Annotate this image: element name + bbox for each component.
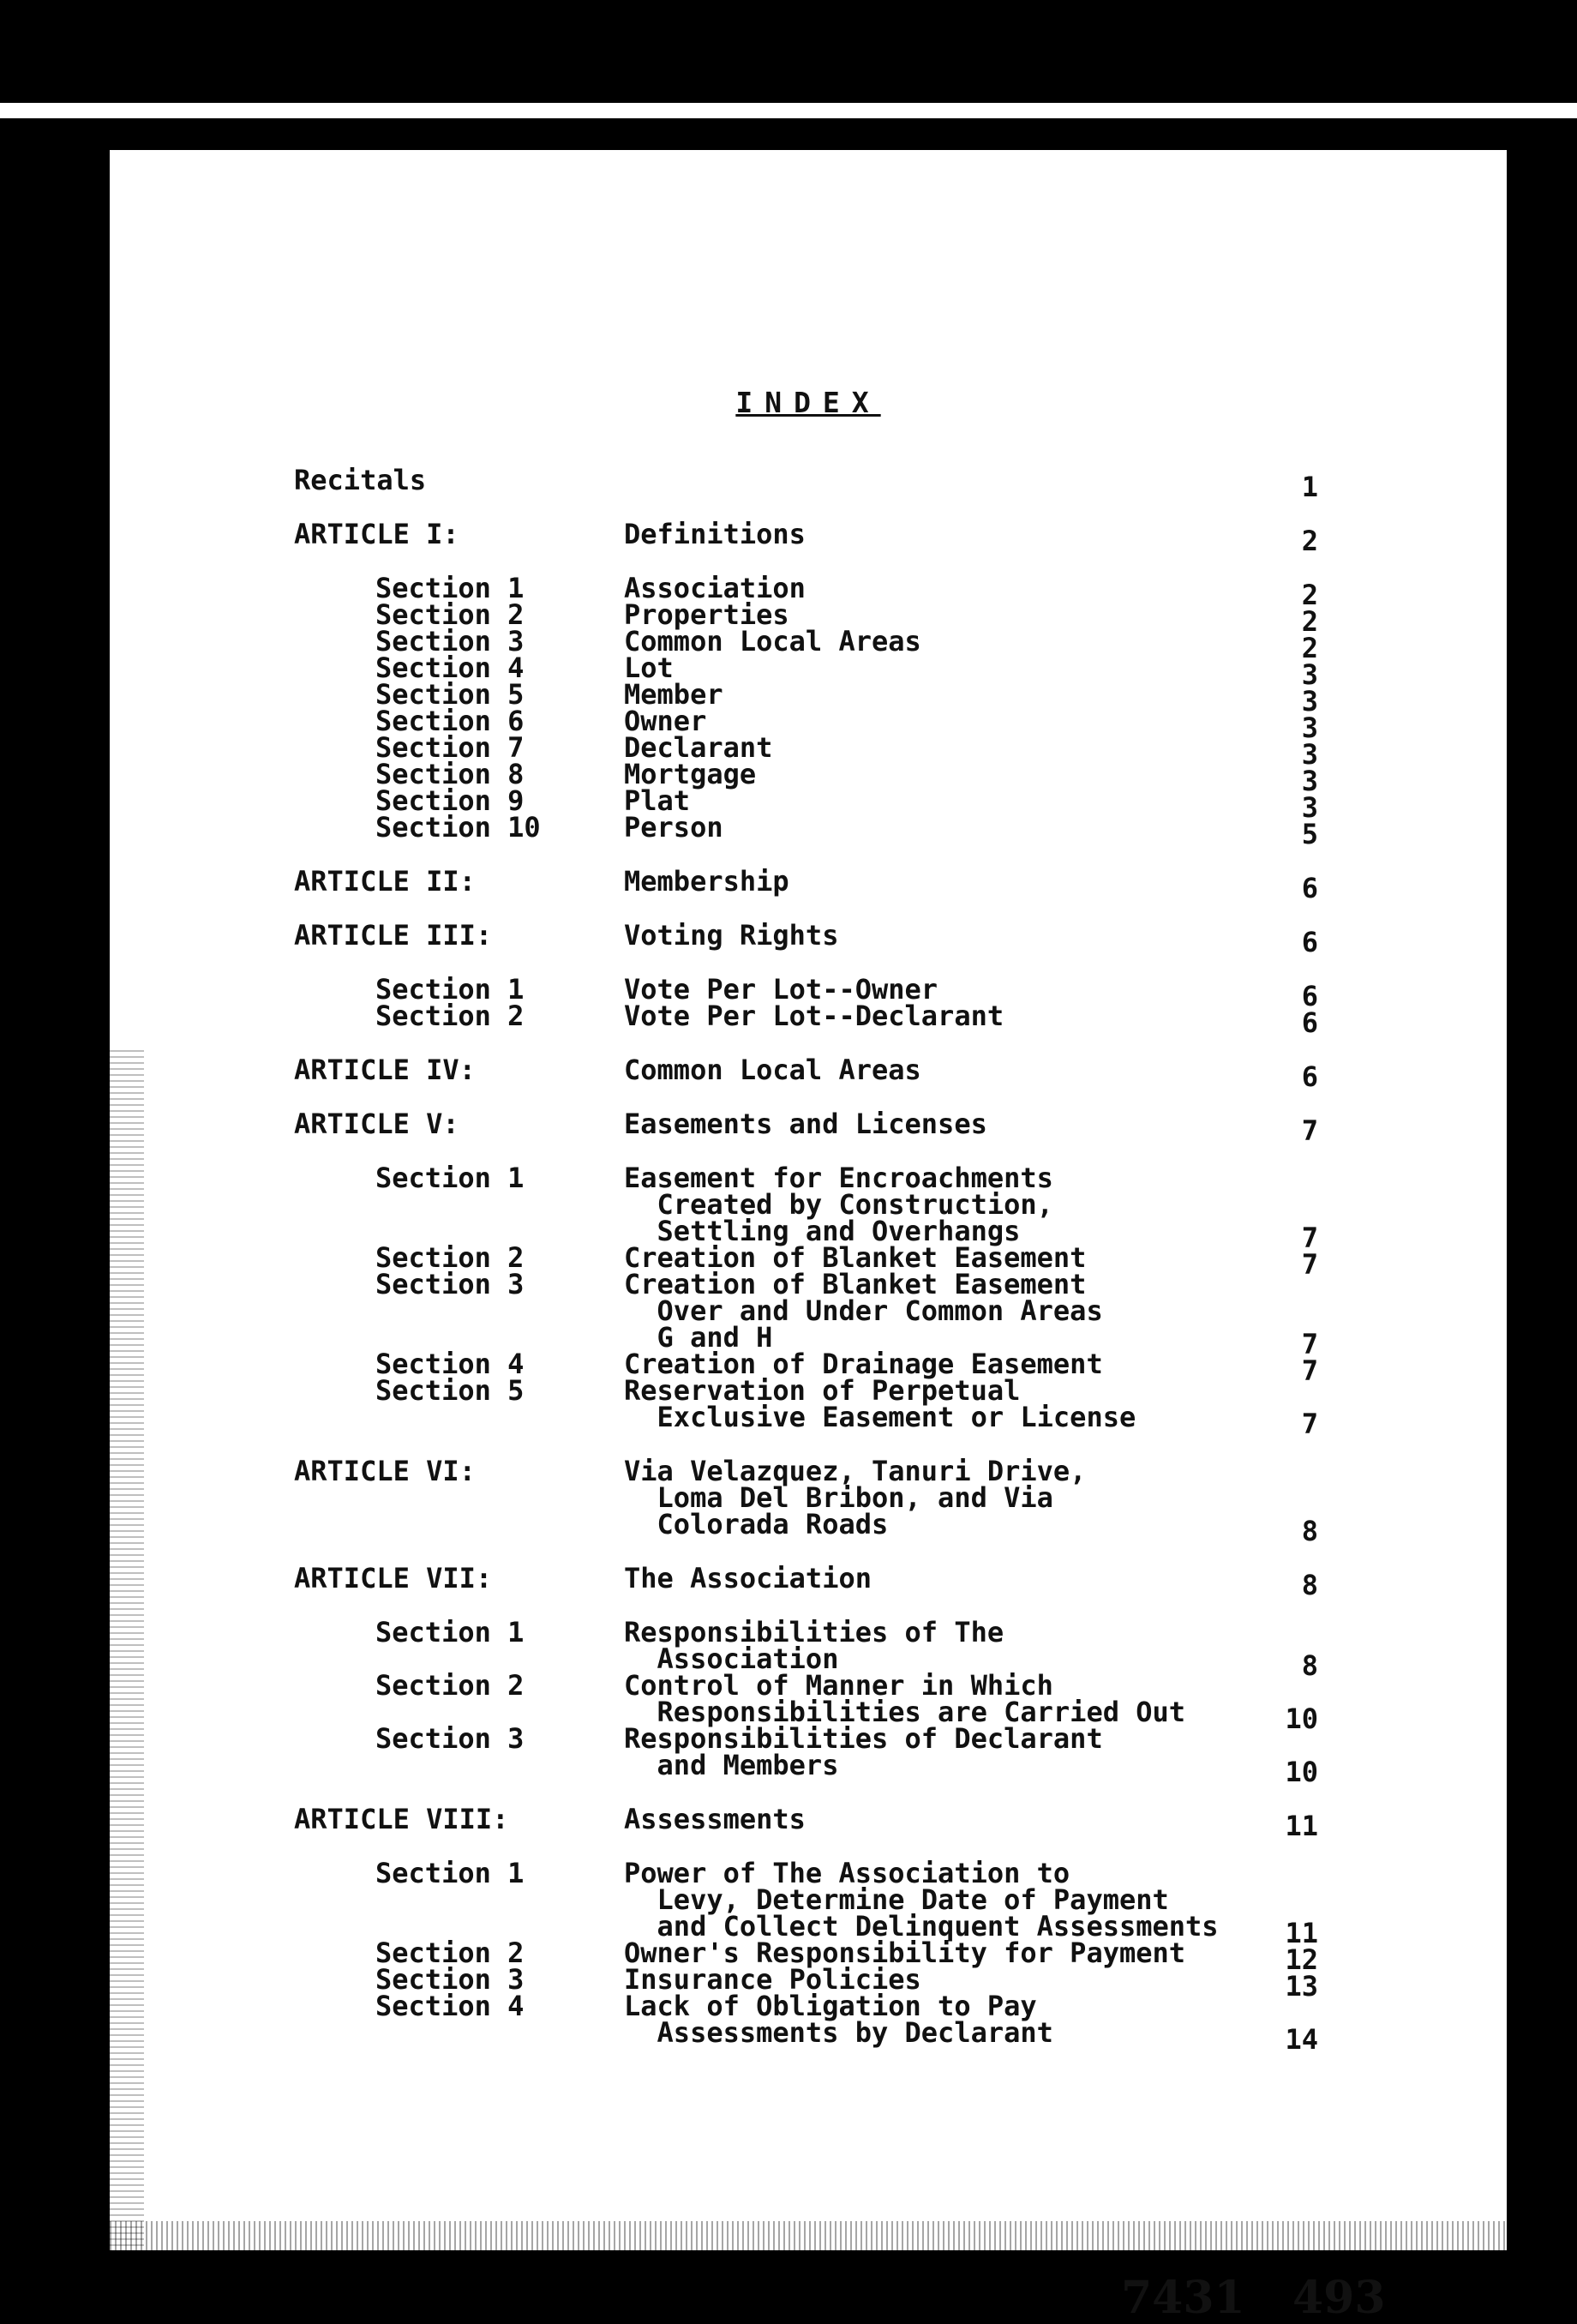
entry-title-line: Responsibilities of Declarant xyxy=(624,1722,1103,1755)
entry-title-line: Owner's Responsibility for Payment xyxy=(624,1937,1186,1969)
entry-page-number: 7 xyxy=(1301,1248,1318,1281)
entry-title-line: Owner xyxy=(624,705,707,737)
entry-page-number: 11 xyxy=(1285,1917,1318,1949)
entry-title-line: Easements and Licenses xyxy=(624,1108,987,1140)
index-section-row xyxy=(110,1374,1507,1440)
section-label: Section 4 xyxy=(375,652,525,684)
entry-page-number: 3 xyxy=(1301,658,1318,691)
entry-title-line: Levy, Determine Date of Payment xyxy=(624,1883,1169,1916)
index-section-row xyxy=(110,811,1507,850)
entry-page-number: 14 xyxy=(1285,2023,1318,2056)
section-label: Section 5 xyxy=(375,678,525,711)
entry-page-number: 7 xyxy=(1301,1222,1318,1254)
entry-page-number: 10 xyxy=(1285,1756,1318,1788)
index-section-row xyxy=(110,1162,1507,1254)
entry-page-number: 6 xyxy=(1301,1006,1318,1039)
index-entries xyxy=(110,150,1507,2250)
entry-title-line: Assessments by Declarant xyxy=(624,2016,1053,2049)
entry-page-number: 7 xyxy=(1301,1328,1318,1360)
index-article-row xyxy=(110,1054,1507,1093)
entry-page-number: 5 xyxy=(1301,818,1318,850)
entry-title-line: Exclusive Easement or License xyxy=(624,1401,1136,1433)
article-label: ARTICLE VIII: xyxy=(294,1803,509,1835)
entry-title-line: Vote Per Lot--Declarant xyxy=(624,1000,1004,1032)
index-section-row xyxy=(110,1722,1507,1788)
entry-page-number: 2 xyxy=(1301,525,1318,557)
index-section-row xyxy=(110,1616,1507,1682)
entry-title-line: Common Local Areas xyxy=(624,625,921,658)
entry-title-line: Person xyxy=(624,811,723,844)
entry-title-line: Loma Del Bribon, and Via xyxy=(624,1481,1053,1514)
index-article-row xyxy=(110,1803,1507,1842)
article-label: Recitals xyxy=(294,464,427,496)
entry-page-number: 8 xyxy=(1301,1569,1318,1601)
entry-title-line: Association xyxy=(624,1642,839,1675)
entry-page-number: 6 xyxy=(1301,872,1318,904)
entry-title-line: Easement for Encroachments xyxy=(624,1162,1053,1194)
section-label: Section 2 xyxy=(375,1241,525,1274)
section-label: Section 2 xyxy=(375,1669,525,1702)
entry-title-line: Colorada Roads xyxy=(624,1508,889,1540)
section-label: Section 2 xyxy=(375,598,525,631)
entry-page-number: 6 xyxy=(1301,926,1318,958)
entry-title-line: Membership xyxy=(624,865,789,898)
index-section-row xyxy=(110,1669,1507,1735)
entry-page-number: 10 xyxy=(1285,1702,1318,1735)
entry-title-line: Common Local Areas xyxy=(624,1054,921,1086)
entry-title-line: Insurance Policies xyxy=(624,1963,921,1996)
index-section-row xyxy=(110,731,1507,771)
entry-page-number: 13 xyxy=(1285,1970,1318,2003)
entry-page-number: 8 xyxy=(1301,1515,1318,1547)
entry-page-number: 12 xyxy=(1285,1943,1318,1976)
index-article-row xyxy=(110,1108,1507,1147)
scan-top-band xyxy=(0,103,1577,118)
entry-title-line: Association xyxy=(624,572,806,604)
entry-title-line: Responsibilities of The xyxy=(624,1616,1004,1648)
entry-title-line: Plat xyxy=(624,784,691,817)
section-label: Section 10 xyxy=(375,811,541,844)
index-section-row xyxy=(110,784,1507,824)
section-label: Section 9 xyxy=(375,784,525,817)
entry-page-number: 7 xyxy=(1301,1114,1318,1147)
section-label: Section 1 xyxy=(375,572,525,604)
document-page xyxy=(110,150,1507,2324)
entry-page-number: 3 xyxy=(1301,765,1318,797)
index-title: INDEX xyxy=(735,386,881,419)
article-label: ARTICLE I: xyxy=(294,518,459,550)
entry-page-number: 2 xyxy=(1301,579,1318,611)
section-label: Section 1 xyxy=(375,973,525,1006)
entry-page-number: 11 xyxy=(1285,1810,1318,1842)
entry-title-line: Responsibilities are Carried Out xyxy=(624,1696,1186,1728)
index-section-row xyxy=(110,1000,1507,1039)
section-label: Section 2 xyxy=(375,1937,525,1969)
entry-page-number: 3 xyxy=(1301,685,1318,718)
entry-title-line: Creation of Drainage Easement xyxy=(624,1348,1103,1380)
section-label: Section 3 xyxy=(375,1963,525,1996)
entry-title-line: Control of Manner in Which xyxy=(624,1669,1053,1702)
index-section-row xyxy=(110,758,1507,797)
footer-page-number: 493 xyxy=(1292,2272,1386,2324)
article-label: ARTICLE VII: xyxy=(294,1562,493,1594)
entry-page-number: 7 xyxy=(1301,1408,1318,1440)
index-article-row xyxy=(110,865,1507,904)
article-label: ARTICLE IV: xyxy=(294,1054,476,1086)
section-label: Section 1 xyxy=(375,1616,525,1648)
index-section-row xyxy=(110,1857,1507,1949)
entry-page-number: 7 xyxy=(1301,1354,1318,1387)
article-label: ARTICLE II: xyxy=(294,865,476,898)
entry-title-line: Reservation of Perpetual xyxy=(624,1374,1021,1407)
section-label: Section 3 xyxy=(375,1722,525,1755)
footer-book-number: 7431 xyxy=(1121,2272,1245,2324)
entry-title-line: Vote Per Lot--Owner xyxy=(624,973,938,1006)
entry-title-line: and Members xyxy=(624,1749,839,1781)
section-label: Section 1 xyxy=(375,1162,525,1194)
index-section-row xyxy=(110,678,1507,718)
entry-title-line: Over and Under Common Areas xyxy=(624,1294,1103,1327)
index-section-row xyxy=(110,705,1507,744)
entry-title-line: Creation of Blanket Easement xyxy=(624,1268,1087,1300)
entry-title-line: Mortgage xyxy=(624,758,757,790)
section-label: Section 1 xyxy=(375,1857,525,1889)
entry-title-line: Via Velazquez, Tanuri Drive, xyxy=(624,1455,1087,1487)
article-label: ARTICLE III: xyxy=(294,919,493,952)
entry-title-line: The Association xyxy=(624,1562,872,1594)
entry-title-line: Lot xyxy=(624,652,674,684)
index-article-row xyxy=(110,1455,1507,1547)
section-label: Section 3 xyxy=(375,1268,525,1300)
section-label: Section 2 xyxy=(375,1000,525,1032)
index-article-row xyxy=(110,919,1507,958)
section-label: Section 4 xyxy=(375,1348,525,1380)
section-label: Section 6 xyxy=(375,705,525,737)
entry-page-number: 1 xyxy=(1301,471,1318,503)
entry-page-number: 3 xyxy=(1301,738,1318,771)
index-article-row xyxy=(110,464,1507,503)
entry-title-line: Declarant xyxy=(624,731,773,764)
index-article-row xyxy=(110,1562,1507,1601)
index-section-row xyxy=(110,652,1507,691)
entry-page-number: 8 xyxy=(1301,1649,1318,1682)
section-label: Section 4 xyxy=(375,1990,525,2022)
entry-page-number: 3 xyxy=(1301,791,1318,824)
entry-title-line: and Collect Delinquent Assessments xyxy=(624,1910,1219,1943)
index-section-row xyxy=(110,1990,1507,2056)
article-label: ARTICLE V: xyxy=(294,1108,459,1140)
entry-title-line: G and H xyxy=(624,1321,773,1354)
entry-page-number: 2 xyxy=(1301,605,1318,638)
section-label: Section 8 xyxy=(375,758,525,790)
index-section-row xyxy=(110,1268,1507,1360)
entry-title-line: Lack of Obligation to Pay xyxy=(624,1990,1037,2022)
entry-page-number: 6 xyxy=(1301,980,1318,1012)
index-article-row xyxy=(110,518,1507,557)
entry-title-line: Power of The Association to xyxy=(624,1857,1070,1889)
index-section-row xyxy=(110,572,1507,611)
entry-title-line: Voting Rights xyxy=(624,919,839,952)
entry-page-number: 3 xyxy=(1301,712,1318,744)
entry-page-number: 6 xyxy=(1301,1060,1318,1093)
section-label: Section 7 xyxy=(375,731,525,764)
entry-title-line: Creation of Blanket Easement xyxy=(624,1241,1087,1274)
entry-title-line: Definitions xyxy=(624,518,806,550)
entry-title-line: Created by Construction, xyxy=(624,1188,1053,1221)
entry-title-line: Member xyxy=(624,678,723,711)
entry-title-line: Assessments xyxy=(624,1803,806,1835)
section-label: Section 5 xyxy=(375,1374,525,1407)
index-section-row xyxy=(110,625,1507,664)
entry-title-line: Settling and Overhangs xyxy=(624,1215,1021,1247)
section-label: Section 3 xyxy=(375,625,525,658)
entry-page-number: 2 xyxy=(1301,632,1318,664)
article-label: ARTICLE VI: xyxy=(294,1455,476,1487)
entry-title-line: Properties xyxy=(624,598,789,631)
